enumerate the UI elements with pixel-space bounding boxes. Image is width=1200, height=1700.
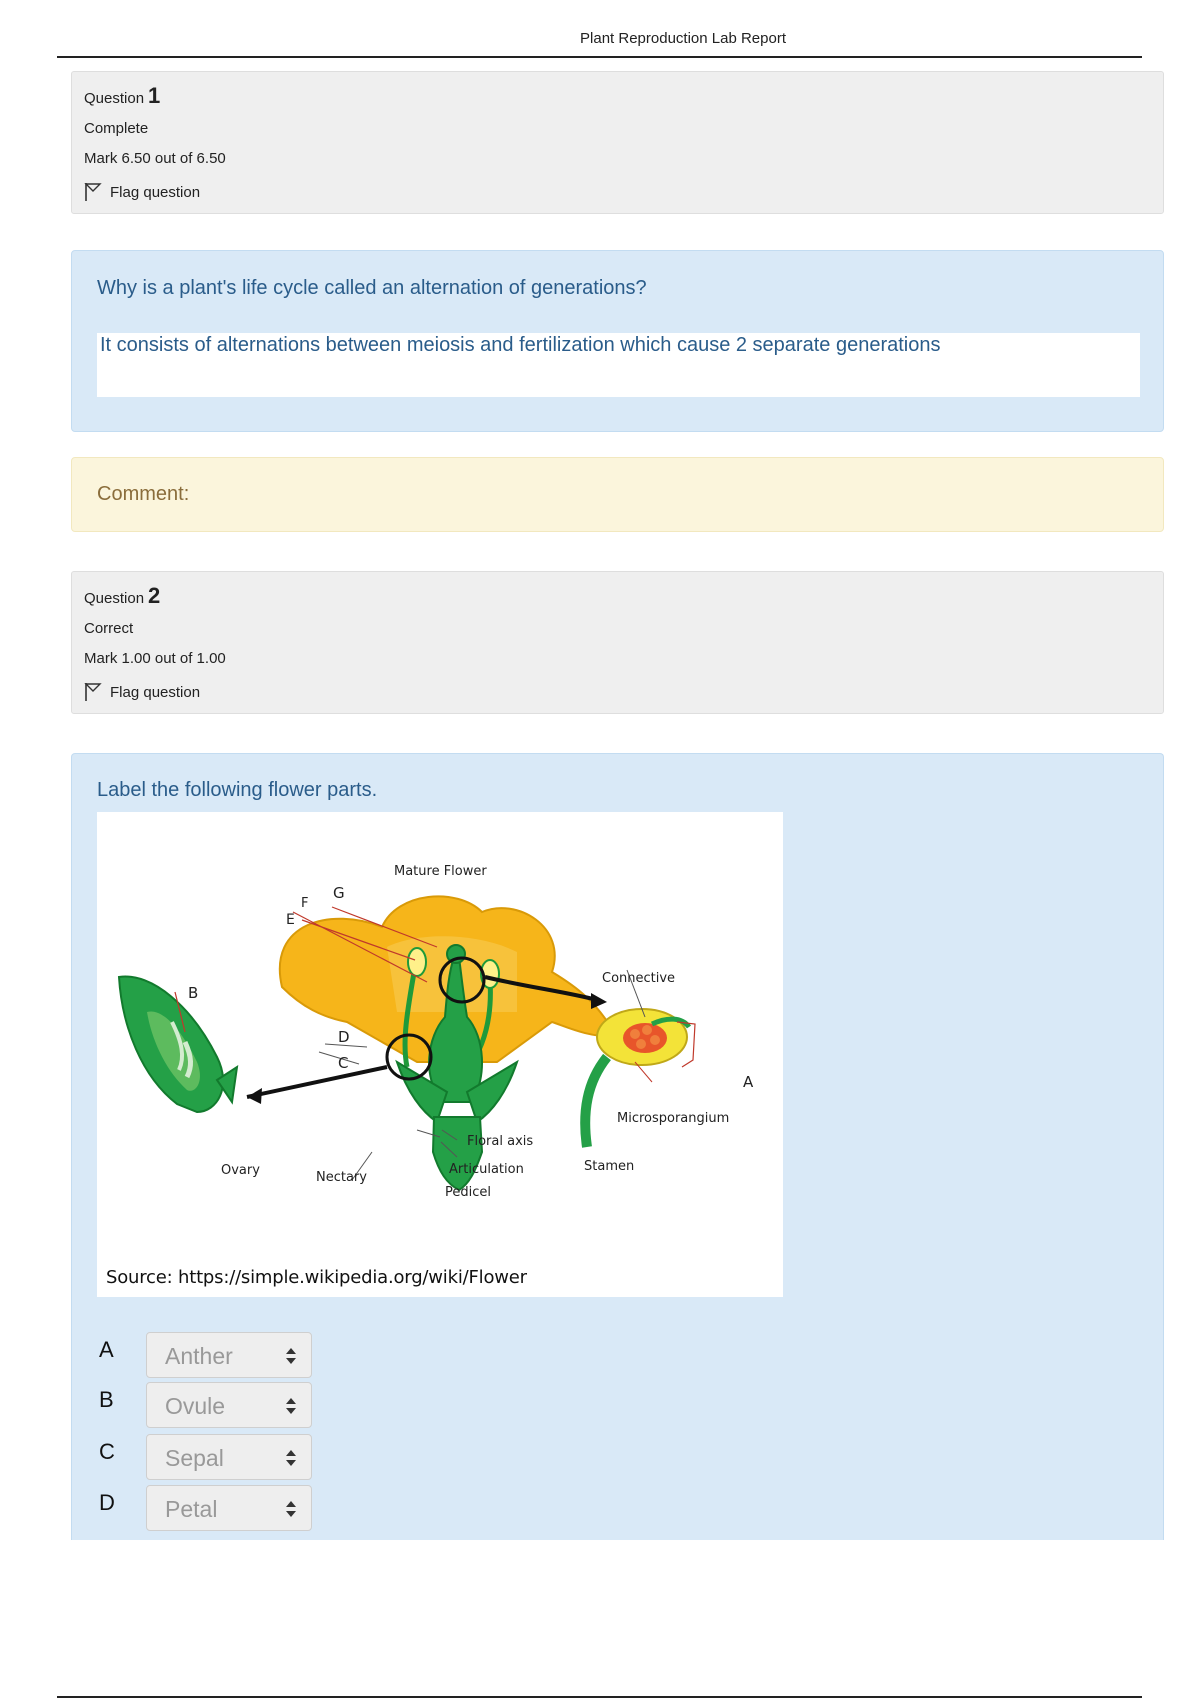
label-connective: Connective bbox=[602, 971, 676, 986]
question-2-formulation bbox=[71, 753, 1164, 1540]
figure-source: Source: https://simple.wikipedia.org/wiki/Flower bbox=[106, 1267, 527, 1288]
question-mark: Mark 1.00 out of 1.00 bbox=[84, 650, 226, 667]
select-b[interactable] bbox=[146, 1382, 312, 1428]
question-label: Question bbox=[84, 590, 145, 607]
flag-question-button[interactable] bbox=[84, 182, 200, 202]
question-text: Why is a plant's life cycle called an alternation of generations? bbox=[97, 277, 647, 299]
diagram-title: Mature Flower bbox=[394, 864, 487, 879]
question-mark: Mark 6.50 out of 6.50 bbox=[84, 150, 226, 167]
flag-question-button[interactable] bbox=[84, 682, 200, 702]
question-1-formulation bbox=[71, 250, 1164, 432]
updown-arrows-icon bbox=[285, 1449, 297, 1472]
label-a: A bbox=[743, 1073, 754, 1091]
question-number: 1 bbox=[148, 83, 161, 108]
row-label-d: D bbox=[99, 1490, 115, 1515]
label-nectary: Nectary bbox=[316, 1170, 367, 1185]
updown-arrows-icon bbox=[285, 1397, 297, 1420]
label-g: G bbox=[333, 884, 345, 902]
label-b: B bbox=[188, 984, 199, 1002]
question-1-info bbox=[71, 71, 1164, 214]
comment-label: Comment: bbox=[97, 483, 190, 505]
question-status: Correct bbox=[84, 620, 134, 637]
select-value: Petal bbox=[165, 1496, 218, 1522]
select-c[interactable] bbox=[146, 1434, 312, 1480]
label-c: C bbox=[338, 1054, 349, 1072]
header-divider bbox=[57, 56, 1142, 58]
updown-arrows-icon bbox=[285, 1500, 297, 1523]
question-2-heading bbox=[84, 583, 160, 609]
label-f: F bbox=[301, 896, 309, 911]
label-d: D bbox=[338, 1028, 350, 1046]
question-1-heading bbox=[84, 83, 160, 109]
select-d[interactable] bbox=[146, 1485, 312, 1531]
flower-illustration bbox=[97, 812, 783, 1252]
footer-divider bbox=[57, 1696, 1142, 1698]
flag-icon bbox=[84, 682, 102, 702]
question-2-info bbox=[71, 571, 1164, 714]
answer-textarea[interactable]: It consists of alternations between meiosis and fertilization which cause 2 separate generations bbox=[97, 333, 1140, 397]
question-status: Complete bbox=[84, 120, 149, 137]
question-number: 2 bbox=[148, 583, 161, 608]
page-title: Plant Reproduction Lab Report bbox=[580, 30, 786, 47]
comment-box bbox=[71, 457, 1164, 532]
flag-question-label: Flag question bbox=[110, 683, 201, 701]
select-value: Sepal bbox=[165, 1445, 224, 1471]
select-value: Anther bbox=[165, 1343, 233, 1369]
label-floral-axis: Floral axis bbox=[467, 1134, 534, 1149]
label-e: E bbox=[286, 912, 295, 928]
select-value: Ovule bbox=[165, 1393, 226, 1419]
label-stamen: Stamen bbox=[584, 1159, 635, 1174]
label-microsporangium: Microsporangium bbox=[617, 1111, 730, 1126]
label-articulation: Articulation bbox=[449, 1162, 524, 1177]
flower-diagram bbox=[97, 812, 783, 1297]
updown-arrows-icon bbox=[285, 1347, 297, 1370]
row-label-a: A bbox=[99, 1337, 114, 1362]
question-label: Question bbox=[84, 90, 145, 107]
question-text: Label the following flower parts. bbox=[97, 779, 378, 801]
row-label-c: C bbox=[99, 1439, 115, 1464]
row-label-b: B bbox=[99, 1387, 114, 1412]
flag-question-label: Flag question bbox=[110, 183, 201, 201]
select-a[interactable] bbox=[146, 1332, 312, 1378]
label-pedicel: Pedicel bbox=[445, 1185, 491, 1200]
label-ovary: Ovary bbox=[221, 1163, 260, 1178]
flag-icon bbox=[84, 182, 102, 202]
